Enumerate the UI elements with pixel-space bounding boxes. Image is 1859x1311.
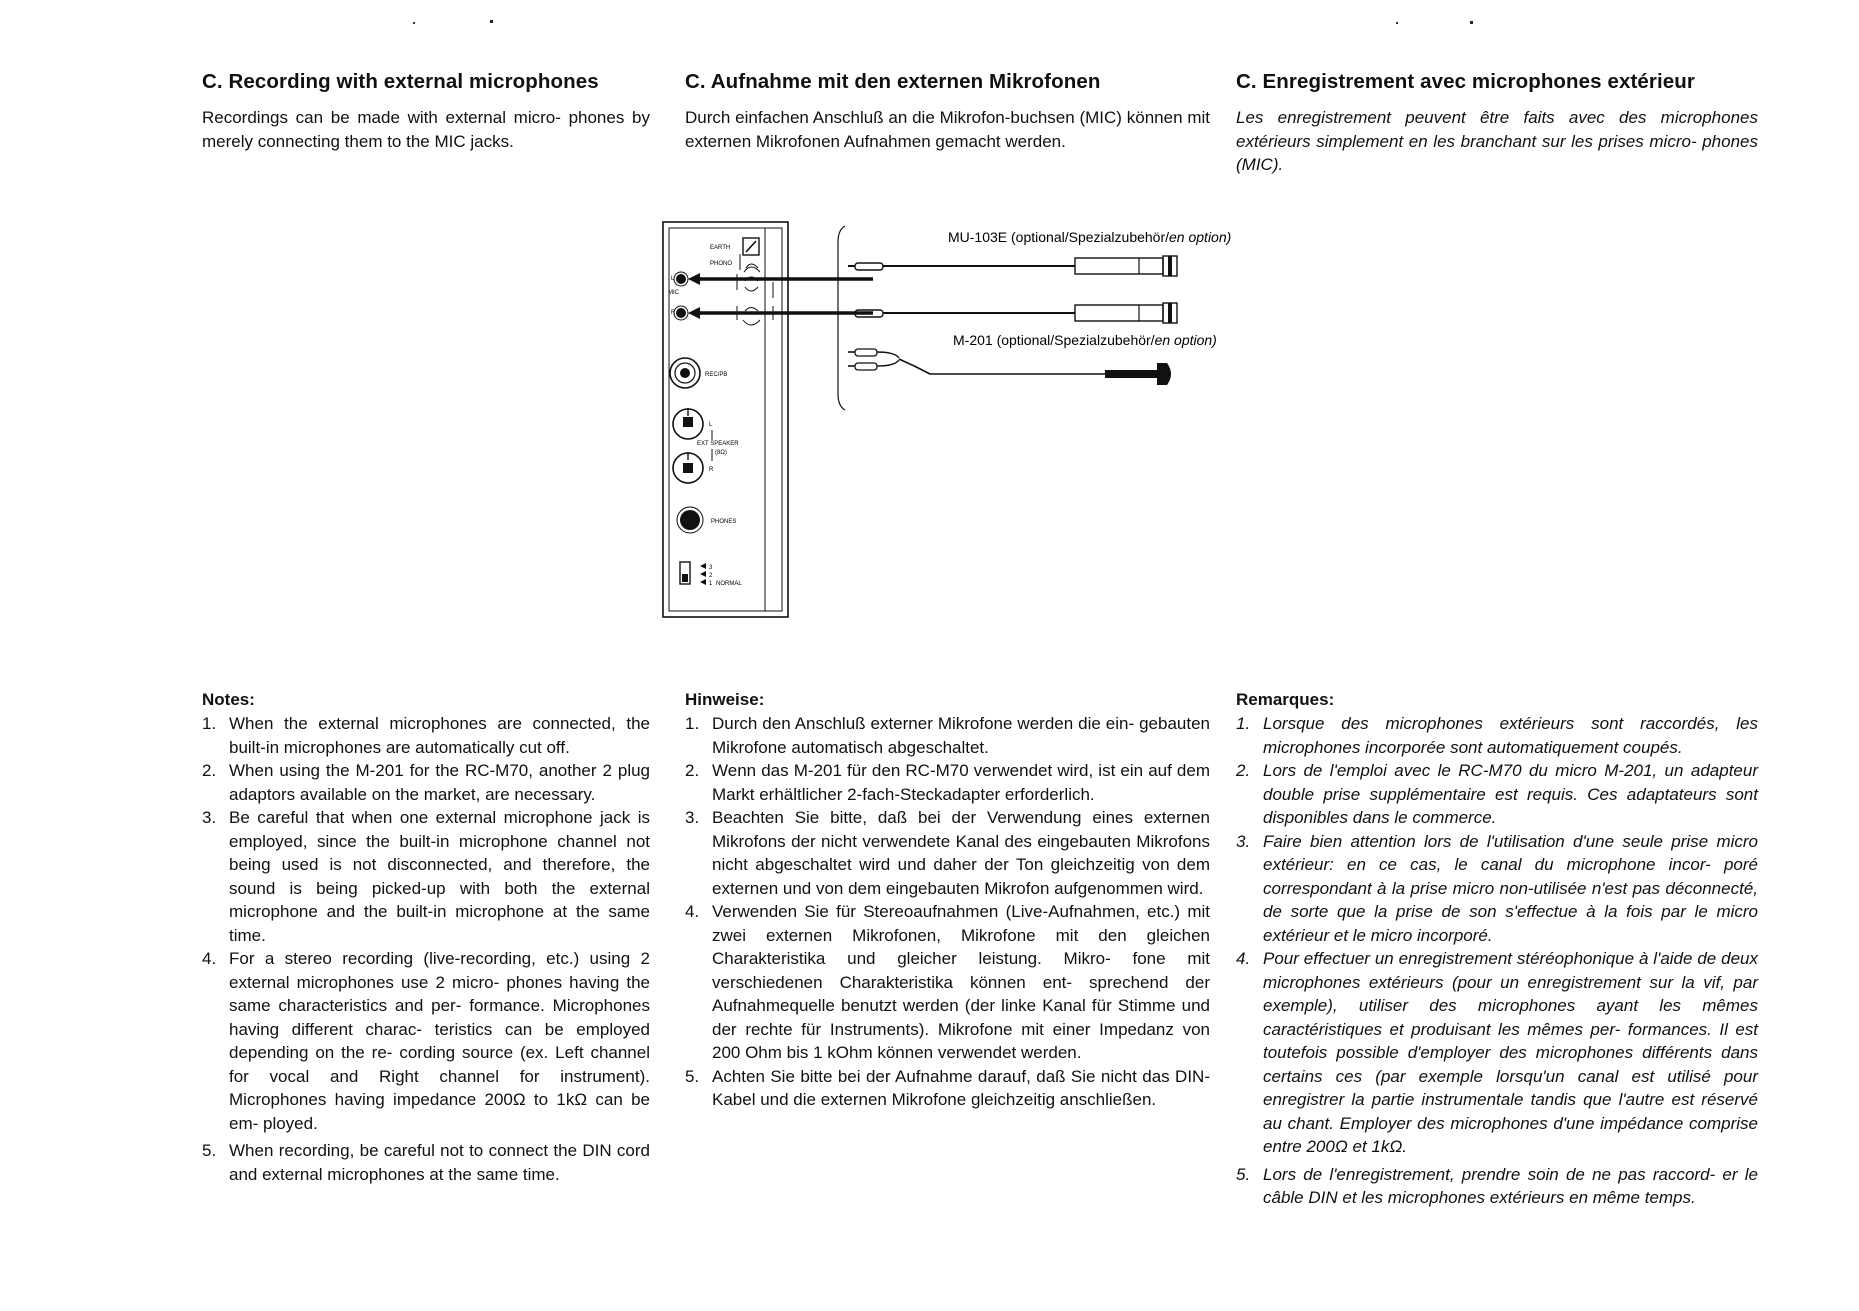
- scan-dot: [1470, 21, 1473, 24]
- section-title-english: C. Recording with external microphones: [202, 70, 599, 93]
- list-item: 5. Lors de l'enregistrement, prendre soin de ne pas raccord- er le câble DIN et les microphones extérieurs en même temps.: [1236, 1164, 1758, 1207]
- column-french: [1236, 70, 1758, 1207]
- connection-diagram: [655, 218, 1295, 623]
- normal-label: NORMAL: [716, 581, 742, 587]
- list-item: 1. Durch den Anschluß externer Mikrofone werden die ein- gebauten Mikrofone automatisch abgeschaltet.: [685, 714, 1210, 757]
- list-item: 4. For a stereo recording (live-recording, etc.) using 2 external microphones use 2 micro- phones having the same characteristics and per- formance. Microphones having different charac- teristics can be employed depending on the re- cording source (ex. Left channel for vocal and Right channel for instrument). Microphones having impedance 200Ω to 1kΩ can be em- ployed.: [202, 949, 650, 1133]
- mic-l-label: L: [671, 276, 675, 282]
- mu-103e-cable-2: [848, 303, 1177, 323]
- notes-title-german: Hinweise:: [685, 690, 765, 709]
- switch-pos-3: 3: [709, 565, 713, 571]
- intro-french: Les enregistrement peuvent être faits avec des microphones extérieurs simplement en les branchant sur les prises micro- phones (MIC).: [1236, 108, 1758, 174]
- phono-label: PHONO: [710, 261, 733, 267]
- scan-dot: [1396, 22, 1398, 24]
- list-item: 3. Be careful that when one external microphone jack is employed, since the built-in microphone channel not being used is not disconnected, and therefore, the sound is being picked-up with both the external microphone and the built-in microphone at the same time.: [202, 808, 650, 945]
- list-item: 4. Verwenden Sie für Stereoaufnahmen (Live-Aufnahmen, etc.) mit zwei externen Mikrofonen, Mikrofone mit den gleichen Charakteristika und gleicher leistung. Mikro- fone mit verschiedenen Charakteristika können ent- sprechend der Aufnahmequelle benutzt werden (der linke Kanal für Stimme und der rechte für Instruments). Mikrofone mit einer Impedanz von 200 Ohm bis 1 kOhm können verwendet werden.: [685, 902, 1210, 1062]
- notes-french: [1236, 690, 1758, 1210]
- ext-speaker-r-label: R: [709, 467, 714, 473]
- intro-german: Durch einfachen Anschluß an die Mikrofon-buchsen (MIC) können mit externen Mikrofonen Aufnahmen gemacht werden.: [685, 108, 1210, 151]
- mu-103e-label: MU-103E (optional/Spezialzubehör/en option): [948, 229, 1232, 245]
- list-item: 2. When using the M-201 for the RC-M70, another 2 plug adaptors available on the market, are necessary.: [202, 761, 650, 804]
- mu-103e-cable-1: [848, 256, 1177, 276]
- earth-label: EARTH: [710, 245, 731, 251]
- notes-title-english: Notes:: [202, 690, 255, 709]
- section-title-french: C. Enregistrement avec microphones extérieur: [1236, 70, 1695, 93]
- section-title-german: C. Aufnahme mit den externen Mikrofonen: [685, 70, 1101, 93]
- phones-label: PHONES: [711, 519, 737, 525]
- scan-dot: [490, 20, 493, 23]
- mic-label: MIC: [668, 290, 679, 296]
- list-item: 3. Faire bien attention lors de l'utilisation d'une seule prise micro extérieur: en ce cas, le canal du microphone incor- poré correspondant à la prise micro non-utilisée n'est pas déconnecté, de sorte que la prise de son s'effectue à la fois par le micro extérieur et le micro incorporé.: [1236, 831, 1758, 945]
- notes-german: [685, 690, 1210, 1112]
- list-item: 2. Lors de l'emploi avec le RC-M70 du micro M-201, un adapteur double prise supplémentaire est requis. Ces adaptateurs sont disponibles dans le commerce.: [1236, 761, 1758, 827]
- switch-pos-1: 1: [709, 581, 713, 587]
- m-201-label: M-201 (optional/Spezialzubehör/en option): [953, 332, 1217, 348]
- list-item: 2. Wenn das M-201 für den RC-M70 verwendet wird, ist ein auf dem Markt erhältlicher 2-fach-Steckadapter erforderlich.: [685, 761, 1210, 804]
- ext-speaker-ohm-label: (8Ω): [715, 450, 727, 456]
- rec-pb-label: REC/PB: [705, 372, 728, 378]
- notes-list-english: [202, 712, 650, 1186]
- switch-pos-2: 2: [709, 573, 713, 579]
- list-item: 5. Achten Sie bitte bei der Aufnahme darauf, daß Sie nicht das DIN-Kabel und die externen Mikrofone gleichzeitig anschließen.: [685, 1066, 1210, 1109]
- list-item: 1. When the external microphones are connected, the built-in microphones are automatically cut off.: [202, 714, 650, 757]
- mic-l-jack: [676, 274, 686, 284]
- mic-r-label: R: [671, 310, 676, 316]
- ext-speaker-l-label: L: [709, 422, 713, 428]
- scan-dot: [413, 22, 415, 24]
- list-item: 3. Beachten Sie bitte, daß bei der Verwendung eines externen Mikrofons der nicht verwendete Kanal des eingebauten Mikrofons nicht abgeschaltet wird und daher der Ton gleichzeitig von dem externen und von dem eingebauten Mikrofon aufgenommen wird.: [685, 808, 1210, 898]
- list-item: 5. When recording, be careful not to connect the DIN cord and external microphones at the same time.: [202, 1141, 650, 1184]
- notes-list-french: [1236, 712, 1758, 1210]
- notes-list-german: [685, 712, 1210, 1112]
- m-201-microphone: [848, 349, 1171, 385]
- list-item: 4. Pour effectuer un enregistrement stéréophonique à l'aide de deux microphones extérieurs (pour un enregistrement sur la vif, par exemple), utiliser des microphones ayant les mêmes caractéristiques et produisant les mêmes per- formances. Il est toutefois possible d'employer des microphones différents dans certains ces (par exemple lorsqu'un canal est utilisé pour enregistrer la partie instrumentale tandis que l'autre est réservé au chant. Employer des microphones d'une impédance comprise entre 200Ω et 1kΩ.: [1236, 949, 1758, 1156]
- notes-title-french: Remarques:: [1236, 690, 1335, 709]
- phones-jack: [680, 510, 700, 530]
- notes-english: [202, 690, 650, 1186]
- accessory-brace: [838, 226, 845, 410]
- ext-speaker-label: EXT SPEAKER: [697, 441, 739, 447]
- mic-r-jack: [676, 308, 686, 318]
- column-english: [202, 70, 650, 1184]
- intro-english: Recordings can be made with external micro- phones by merely connecting them to the MIC jacks.: [202, 108, 650, 151]
- list-item: 1. Lorsque des microphones extérieurs sont raccordés, les microphones incorporée sont automatiquement coupés.: [1236, 714, 1758, 757]
